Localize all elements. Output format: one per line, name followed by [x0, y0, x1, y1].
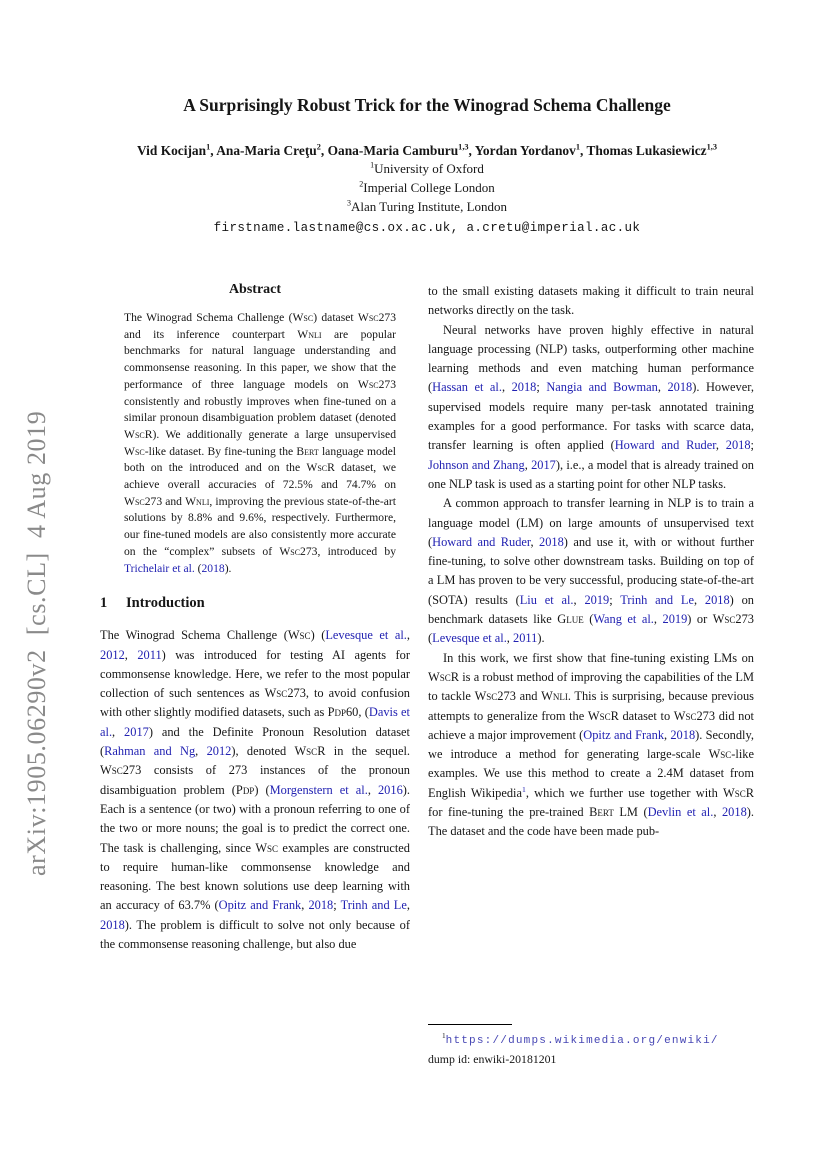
text-segment: examples are constructed to require human-like commonsense knowledge and reasoning. The best known solutions use deep learning with an accuracy of 63.7% (: [100, 840, 410, 913]
text-segment: ,: [524, 457, 532, 472]
citation-link[interactable]: 2018: [670, 727, 696, 742]
text-segment: ;: [333, 898, 341, 913]
citation-link[interactable]: Opitz and Frank: [218, 898, 302, 913]
citation-link[interactable]: Rahman and Ng: [104, 744, 196, 759]
citation-link[interactable]: Howard and Ruder: [614, 438, 716, 453]
citation-link[interactable]: 2011: [513, 631, 538, 646]
text-segment: Wsc273: [279, 544, 318, 558]
text-segment: -like examples. We use this method to create a 2.4M dataset from English Wikipedia: [428, 747, 754, 800]
text-segment: ,: [715, 438, 726, 453]
text-segment: Wsc: [708, 747, 732, 762]
text-segment: ,: [713, 805, 722, 820]
footnote-url-link[interactable]: https://dumps.wikimedia.org/enwiki/: [445, 1035, 719, 1047]
paragraph: [428, 494, 754, 648]
text-segment: ) on benchmark datasets like: [428, 592, 754, 627]
citation-link[interactable]: 2018: [721, 805, 747, 820]
citation-link[interactable]: 2012: [206, 744, 232, 759]
citation-link[interactable]: 2018: [201, 561, 225, 575]
text-segment: Wsc273: [474, 689, 516, 704]
text-segment: in the sequel.: [325, 744, 410, 759]
text-segment: Vid Kocijan: [137, 143, 207, 158]
text-segment: University of Oxford: [374, 161, 484, 176]
citation-link[interactable]: Trichelair et al.: [124, 561, 195, 575]
text-segment: -like dataset. By fine-tuning the: [144, 444, 297, 458]
text-segment: ,: [573, 592, 585, 607]
text-segment: ;: [536, 380, 547, 395]
text-segment: ).: [537, 631, 545, 646]
text-segment: ). However, supervised models require many per-task annotated training examples for a good performance. For tasks with scarce data, transfer learning is often applied (: [428, 380, 754, 453]
text-segment: WscR: [306, 461, 335, 475]
text-segment: to the small existing datasets making it difficult to train neural networks directly on the task.: [428, 284, 754, 318]
citation-link[interactable]: Johnson and Zhang: [428, 457, 525, 472]
text-segment: ) and the Definite Pronoun Resolution dataset (: [100, 724, 410, 759]
text-segment: ) (: [310, 628, 326, 643]
footnote-rule: [428, 1024, 512, 1025]
text-segment: , introduced by: [317, 544, 396, 558]
text-segment: for fine-tuning the pre-trained: [428, 805, 590, 820]
text-segment: ). The dataset and the code have been made pub-: [428, 805, 754, 839]
citation-link[interactable]: 2017: [531, 457, 556, 472]
citation-link[interactable]: Trinh and Le: [620, 592, 694, 607]
citation-link[interactable]: Levesque et al.: [432, 631, 507, 646]
text-segment: 3: [346, 199, 351, 209]
text-segment: Wsc273: [264, 686, 306, 701]
section-heading-introduction: [100, 594, 410, 612]
text-segment: , improving the previous state-of-the-art solutions by 8.8% and 9.6%, respectively. Furthermore, our fine-tuned models are also consistently more accurate on the “complex” subsets of: [124, 494, 396, 558]
text-segment: ) (: [254, 782, 270, 797]
footnote: [428, 1024, 754, 1068]
text-segment: ,: [653, 612, 663, 627]
text-segment: 1,3: [458, 142, 469, 152]
citation-link[interactable]: 2012: [100, 647, 125, 662]
text-segment: ,: [406, 898, 410, 913]
text-segment: did not achieve a major improvement (: [428, 708, 754, 742]
citation-link[interactable]: Hassan et al.: [432, 380, 502, 395]
citation-link[interactable]: 2011: [137, 647, 162, 662]
text-segment: ,: [406, 628, 411, 643]
text-segment: ,: [112, 724, 125, 739]
text-segment: Bert: [589, 805, 614, 820]
paragraph: [428, 321, 754, 495]
text-segment: Wsc273: [712, 612, 754, 627]
citation-link[interactable]: 2018: [704, 592, 730, 607]
text-segment: Oana-Maria Camburu: [327, 143, 459, 158]
text-segment: 1: [575, 142, 580, 152]
text-segment: ,: [664, 727, 671, 742]
citation-link[interactable]: Trinh and Le: [340, 898, 407, 913]
text-segment: ) or: [687, 612, 713, 627]
text-segment: Wnli: [541, 689, 568, 704]
text-segment: 1,3: [706, 142, 717, 152]
text-segment: language model both on the introduced and on the: [124, 444, 396, 475]
text-segment: A common approach to transfer learning in NLP is to train a language model (LM) on large amounts of unsupervised text (: [428, 496, 754, 549]
text-segment: ,: [506, 631, 513, 646]
text-segment: WscR: [587, 708, 619, 723]
citation-link[interactable]: 2019: [584, 592, 610, 607]
text-segment: Pdp60: [327, 705, 359, 720]
text-segment: The Winograd Schema Challenge (: [100, 628, 288, 643]
citation-link[interactable]: 2018: [725, 438, 751, 453]
text-segment: consists of 273 instances of the pronoun disambiguation problem (: [100, 763, 410, 797]
text-segment: consistently and robustly improves when fine-tuned on a similar pronoun disambiguation problem dataset (denoted: [124, 394, 396, 425]
paper-title: A Surprisingly Robust Trick for the Winograd Schema Challenge: [183, 95, 671, 115]
text-segment: Wsc: [255, 840, 279, 855]
paragraph: [100, 626, 410, 954]
authors-line: [47, 142, 807, 159]
affiliation-line-2: [47, 178, 807, 197]
text-segment: Neural networks have proven highly effective in natural language processing (NLP) tasks, outperforming other machine learning methods and even matching human performance (: [428, 322, 754, 395]
text-segment: dataset to: [618, 708, 674, 723]
text-segment: ), denoted: [231, 744, 295, 759]
text-segment: Bert: [296, 444, 319, 458]
text-segment: Glue: [557, 612, 584, 627]
text-segment: Wsc: [287, 628, 311, 643]
citation-link[interactable]: 2017: [124, 724, 149, 739]
text-segment: ;: [750, 438, 754, 453]
citation-link[interactable]: Morgenstern et al.: [269, 782, 368, 797]
citation-link[interactable]: Davis et al.: [100, 705, 411, 739]
citation-link[interactable]: Devlin et al.: [647, 805, 714, 820]
text-segment: ). The problem is difficult to solve not only because of the commonsense reasoning challenge, but also due: [100, 917, 410, 951]
citation-link[interactable]: Howard and Ruder: [432, 534, 531, 549]
citation-link[interactable]: 2018: [511, 380, 537, 395]
text-segment: (: [583, 612, 594, 627]
text-segment: is a robust method of improving the capabilities of the LM to tackle: [428, 669, 754, 704]
paper-header: [47, 0, 807, 235]
footnote-dump-id: dump id: enwiki-20181201: [428, 1052, 557, 1066]
abstract-heading: Abstract: [228, 282, 282, 297]
text-segment: ,: [579, 143, 587, 158]
author-emails: firstname.lastname@cs.ox.ac.uk, a.cretu@imperial.ac.uk: [213, 220, 641, 235]
text-segment: and: [162, 494, 186, 508]
affiliation-line-1: [47, 159, 807, 178]
section-title: Introduction: [126, 595, 205, 612]
text-segment: Thomas Lukasiewicz: [586, 143, 707, 158]
citation-link[interactable]: 2018: [308, 898, 334, 913]
text-segment: ;: [609, 592, 621, 607]
text-segment: ).: [224, 561, 232, 575]
text-segment: ) and use it, with or without further fine-tuning, to solve other downstream tasks. Building on top of a LM has proven to be very successful, producing state-of-the-art (SOTA) results (: [428, 534, 754, 607]
paragraph: [428, 649, 754, 842]
text-segment: WscR: [294, 744, 326, 759]
text-segment: , (: [358, 705, 369, 720]
text-segment: , to avoid confusion with other slightly modified datasets, such as: [100, 686, 410, 720]
text-segment: and: [515, 689, 542, 704]
text-segment: ,: [693, 592, 705, 607]
text-segment: ). Each is a sentence (or two) with a pronoun referring to one of the two or more nouns; the goal is to predict the correct one. The task is challenging, since: [100, 782, 410, 855]
text-segment: 2: [359, 179, 364, 189]
text-segment: Wsc273: [357, 377, 396, 391]
paragraph: [428, 282, 754, 321]
citation-link[interactable]: 2018: [667, 380, 693, 395]
text-segment: ), i.e., a model that is already trained on one NLP task is used as a starting point for other NLP tasks.: [428, 457, 754, 491]
text-segment: ,: [501, 380, 512, 395]
text-segment: ,: [301, 898, 309, 913]
text-segment: 2: [316, 142, 321, 152]
text-segment: dataset, we achieve overall accuracies of 72.5% and 74.7% on: [124, 461, 396, 492]
text-segment: 1: [206, 142, 211, 152]
text-segment: Wnli: [297, 327, 322, 341]
citation-link[interactable]: 1: [521, 784, 526, 794]
text-segment: Wsc: [292, 311, 314, 324]
text-segment: ,: [210, 143, 217, 158]
text-segment: (: [428, 631, 433, 646]
text-segment: ,: [468, 143, 475, 158]
text-segment: WscR: [723, 785, 754, 800]
text-segment: Imperial College London: [363, 180, 495, 196]
citation-link[interactable]: Liu et al.: [519, 592, 574, 607]
citation-link[interactable]: Opitz and Frank: [583, 727, 665, 742]
citation-link[interactable]: 2019: [662, 612, 688, 627]
citation-link[interactable]: Levesque et al.: [325, 628, 407, 643]
text-segment: are popular benchmarks for natural language understanding and commonsense reasoning. In this paper, we show that the performance of three language models on: [124, 327, 396, 391]
footnote-url-line: [428, 1030, 754, 1050]
citation-link[interactable]: 2018: [100, 917, 125, 932]
text-segment: ) was introduced for testing AI agents for commonsense knowledge. Here, we refer to the most popular collection of such sentences as: [100, 647, 410, 701]
text-segment: , which we further use together with: [525, 785, 724, 800]
text-segment: Wsc273: [357, 311, 396, 324]
text-segment: Wsc273: [124, 494, 163, 508]
text-segment: Ana-Maria Creţu: [216, 143, 317, 158]
text-segment: ,: [320, 143, 328, 158]
arxiv-watermark: arXiv:1905.06290v2 [cs.CL] 4 Aug 2019: [22, 410, 51, 876]
text-segment: The Winograd Schema Challenge (: [124, 311, 293, 324]
text-segment: ,: [195, 744, 207, 759]
text-segment: ) dataset: [313, 311, 358, 324]
text-segment: ,: [530, 534, 540, 549]
text-segment: . This is surprising, because previous attempts to generalize from the: [428, 689, 754, 723]
text-segment: 1: [370, 160, 375, 170]
text-segment: Alan Turing Institute, London: [351, 199, 508, 215]
abstract-text: [124, 310, 396, 577]
citation-link[interactable]: Nangia and Bowman: [546, 380, 658, 395]
text-segment: Wsc273: [673, 708, 716, 723]
text-segment: and its inference counterpart: [124, 327, 298, 341]
citation-link[interactable]: Wang et al.: [593, 612, 654, 627]
text-segment: Wsc273: [100, 763, 142, 778]
text-segment: WscR: [124, 427, 153, 441]
text-segment: Pdp: [235, 782, 255, 797]
text-segment: WscR: [428, 669, 459, 684]
text-segment: ,: [367, 782, 378, 797]
affiliation-line-3: [47, 197, 807, 216]
text-segment: ,: [657, 380, 668, 395]
text-segment: Yordan Yordanov: [474, 143, 576, 158]
text-segment: (: [194, 561, 202, 575]
section-number: 1: [100, 595, 108, 612]
text-segment: Wnli: [185, 494, 210, 508]
text-segment: In this work, we first show that fine-tuning existing LMs on: [443, 650, 754, 665]
citation-link[interactable]: 2018: [539, 534, 564, 549]
text-segment: ). We additionally generate a large unsupervised: [152, 427, 396, 441]
text-segment: Wsc: [124, 444, 145, 458]
citation-link[interactable]: 2016: [377, 782, 403, 797]
text-segment: ,: [124, 647, 138, 662]
right-column: [428, 282, 754, 842]
left-column: [100, 282, 410, 954]
text-segment: LM (: [613, 805, 648, 820]
text-segment: 1: [442, 1031, 446, 1041]
text-segment: ). Secondly, we introduce a method for generating large-scale: [428, 727, 754, 762]
